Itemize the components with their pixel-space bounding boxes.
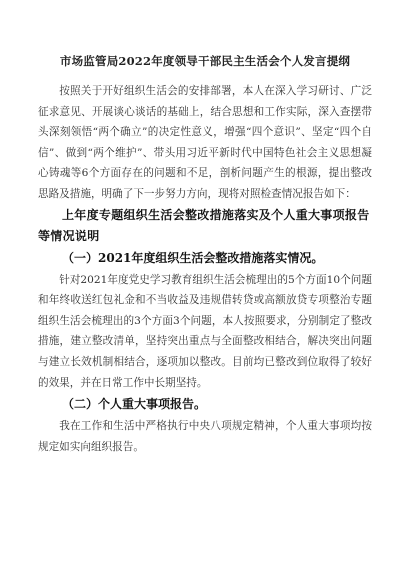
section-heading: 上年度专题组织生活会整改措施落实及个人重大事项报告等情况说明 bbox=[38, 207, 370, 243]
subsection-paragraph-2: 我在工作和生活中严格执行中央八项规定精神，个人重大事项均按规定如实向组织报告。 bbox=[38, 420, 372, 453]
intro-paragraph: 按照关于开好组织生活会的安排部署，本人在深入学习研讨、广泛征求意见、开展谈心谈话的基础上，结合思想和工作实际，深入查摆带头深刻领悟“两个确立”的决定性意义，增强“四个意识”、坚定“四个自信”、做到“两个维护”、带头用习近平新时代中国特色社会主义思想凝心铸魂等6个方面存在的问题和不足，剖析问题产生的根源，提出整改思路及措施，明确了下一步努力方向，现将对照检查情况报告如下： bbox=[38, 85, 372, 200]
document-title: 市场监管局2022年度领导干部民主生活会个人发言提纲 bbox=[59, 54, 351, 68]
subsection-heading-2: （二）个人重大事项报告。 bbox=[62, 397, 207, 412]
subsection-heading-1: （一）2021年度组织生活会整改措施落实情况。 bbox=[62, 250, 324, 265]
subsection-paragraph-1: 针对2021年度党史学习教育组织生活会梳理出的5个方面10个问题和年终收送红包礼金和不当收益及违规借转贷或高额放贷专项整治专题组织生活会梳理出的3个方面3个问题，本人按照要求，分别制定了整改措施，建立整改清单，坚持突出重点与全面整改相结合，解决突出问题与建立长效机制相结合，逐项加以整改。目前均已整改到位取得了较好的效果，并在日常工作中长期坚持。 bbox=[38, 273, 372, 389]
